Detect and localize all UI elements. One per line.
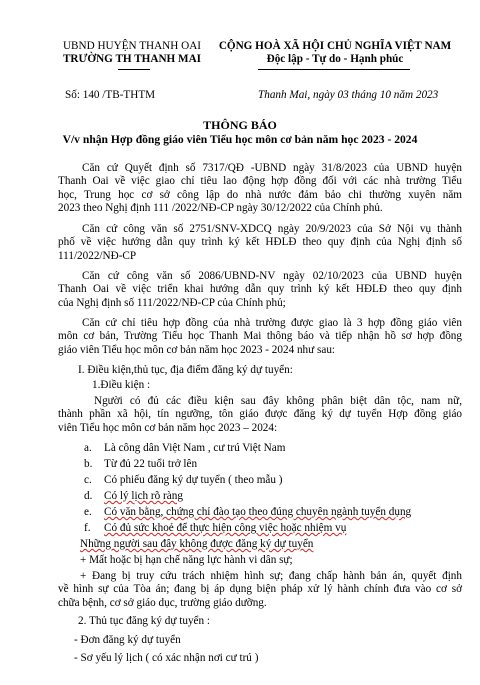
condition-text: Có văn bằng, chứng chỉ đào tạo theo đúng chuyên ngành tuyển dụng	[104, 506, 412, 518]
line: Thanh Oai về việc triển khai hướng dẫn quy trình ký kết HĐLĐ theo quy định	[58, 283, 462, 296]
document-item: - Đơn đăng ký dự tuyển	[74, 634, 181, 646]
line: Thanh Oai về việc giao chỉ tiêu lao động hợp đồng đối với các nhà trường Tiểu	[58, 175, 462, 188]
line: 2023 theo Nghị định 111 /2022/NĐ-CP ngày 30/12/2022 của Chính phủ.	[58, 202, 383, 215]
condition-item	[84, 458, 197, 471]
list-marker: d.	[84, 490, 93, 502]
condition-item	[84, 442, 285, 455]
authority-name: UBND HUYỆN THANH OAI	[62, 40, 202, 52]
basis-paragraph-4	[58, 317, 462, 357]
line: về hình sự của Tòa án; đang bị áp dụng biện pháp xử lý hành chính đưa vào cơ sở	[58, 583, 462, 596]
condition-item	[84, 522, 346, 535]
section-heading: I. Điều kiện,thủ tục, địa điểm đăng ký dự tuyển:	[78, 364, 293, 376]
exclusions-heading: Những người sau đây không được đăng ký dự tuyển	[80, 538, 314, 550]
basis-paragraph-3	[58, 270, 462, 310]
header-rule-right	[258, 69, 410, 70]
condition-item	[84, 490, 183, 503]
exclusion-item: + Mất hoặc bị hạn chế năng lực hành vi dân sự;	[80, 554, 293, 566]
line: thành phần xã hội, tín ngưỡng, tôn giáo được đăng ký dự tuyển Hợp đồng giáo	[58, 408, 462, 421]
header-rule-left	[118, 69, 150, 70]
condition-text: Có lý lịch rõ ràng	[104, 490, 183, 502]
exclusion-item	[58, 570, 462, 610]
line: chữa bệnh, cơ sở giáo dục, trường giáo dưỡng.	[58, 596, 267, 609]
list-marker: b.	[84, 458, 93, 470]
list-marker: c.	[84, 474, 92, 486]
line: + Đang bị truy cứu trách nhiệm hình sự; đang chấp hành bản án, quyết định	[80, 570, 462, 582]
condition-text: Từ đủ 22 tuổi trở lên	[104, 458, 198, 470]
condition-text: Có đủ sức khoẻ để thực hiện công việc hoặc nhiệm vụ	[104, 522, 347, 534]
motto: Độc lập - Tự do - Hạnh phúc	[266, 53, 404, 66]
basis-paragraph-2	[58, 223, 462, 263]
list-marker: e.	[84, 506, 92, 518]
line: viên Tiểu học môn cơ bản năm học 2023 – 2024:	[58, 421, 278, 434]
condition-item	[84, 474, 283, 487]
basis-paragraph-1	[58, 162, 462, 216]
school-name: TRƯỜNG TH THANH MAI	[62, 53, 202, 66]
subsection-conditions: 1.Điều kiện :	[92, 379, 151, 391]
line: phố về việc hướng dẫn quy trình ký kết HĐLĐ theo quy định của Nghị định số	[58, 236, 462, 249]
line: 111/2022/NĐ-CP	[58, 249, 137, 262]
line: môn cơ bản, Trường Tiểu học Thanh Mai thông báo và tiếp nhận hồ sơ hợp đồng	[58, 330, 462, 343]
document-subtitle: V/v nhận Hợp đồng giáo viên Tiểu học môn cơ bản năm học 2023 - 2024	[62, 133, 418, 146]
condition-text: Có phiếu đăng ký dự tuyển ( theo mẫu )	[104, 474, 283, 486]
line: học, Trung học cơ sở công lập do nhà nước đảm bảo chi thường xuyên năm	[58, 188, 462, 201]
document-number: Số: 140 /TB-THTM	[65, 89, 156, 101]
document-item: - Sơ yếu lý lịch ( có xác nhận nơi cư trú )	[74, 652, 259, 664]
line: Người có đủ các điều kiện sau đây không phân biệt dân tộc, nam nữ,	[94, 395, 462, 407]
line: giáo viên Tiểu học môn cơ bản năm học 2023 - 2024 như sau:	[58, 343, 336, 356]
subsection-procedures: 2. Thủ tục đăng ký dự tuyển :	[78, 615, 211, 627]
list-marker: f.	[84, 522, 91, 534]
document-title: THÔNG BÁO	[203, 118, 277, 132]
issuing-authority	[58, 40, 206, 67]
place-and-date: Thanh Mai, ngày 03 tháng 10 năm 2023	[258, 89, 439, 101]
conditions-intro	[58, 395, 462, 435]
line: Căn cứ chỉ tiêu hợp đồng của nhà trường được giao là 3 hợp đồng giáo viên	[82, 317, 462, 329]
country-name: CỘNG HOÀ XÃ HỘI CHỦ NGHĨA VIỆT NAM	[218, 40, 452, 52]
line: Căn cứ công văn số 2751/SNV-XDCQ ngày 20/9/2023 của Sở Nội vụ thành	[82, 223, 462, 235]
national-motto	[210, 40, 460, 67]
line: của Nghị định số 111/2022/NĐ-CP của Chính phủ;	[58, 296, 286, 309]
condition-text: Là công dân Việt Nam , cư trú Việt Nam	[104, 442, 286, 454]
line: Căn cứ công văn số 2086/UBND-NV ngày 02/10/2023 của UBND huyện	[82, 270, 462, 282]
condition-item	[84, 506, 411, 519]
list-marker: a.	[84, 442, 92, 454]
line: Căn cứ Quyết định số 7317/QĐ -UBND ngày 31/8/2023 của UBND huyện	[82, 162, 462, 174]
